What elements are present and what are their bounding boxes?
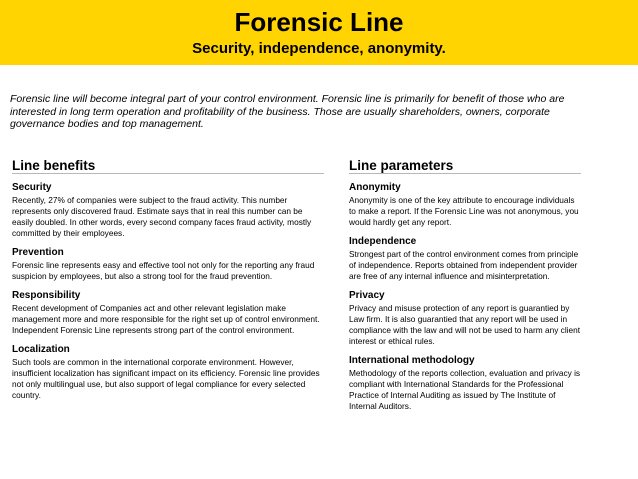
benefits-heading: Line benefits: [12, 158, 96, 173]
page-subtitle: Security, independence, anonymity.: [192, 40, 446, 57]
parameter-item-privacy: [349, 290, 581, 347]
parameter-item-international-methodology: [349, 355, 581, 412]
benefit-title: Responsibility: [12, 290, 81, 301]
parameters-column: [349, 157, 581, 420]
benefit-item-responsibility: [12, 290, 324, 336]
parameter-text: Strongest part of the control environment comes from principle of independence. Reports obtained from independent provider are free of any internal influence and misinterpretation.: [349, 249, 579, 281]
parameter-title: Independence: [349, 236, 417, 247]
parameter-item-independence: [349, 236, 581, 282]
header-banner: [0, 0, 638, 65]
benefit-text: Such tools are common in the international corporate environment. However, insufficient localization has significant impact on its efficiency. Forensic line provides not only multilingual use, but also support of legal compliance for every selected country.: [12, 357, 320, 400]
benefit-text: Recent development of Companies act and other relevant legislation make management more and more responsible for the right set up of control environment. Independent Forensic Line represents strong part of the control environment.: [12, 303, 320, 335]
parameter-item-anonymity: [349, 182, 581, 228]
benefit-text: Forensic line represents easy and effective tool not only for the reporting any fraud suspicion by employees, but also a strong tool for the fraud prevention.: [12, 260, 315, 281]
parameter-text: Methodology of the reports collection, evaluation and privacy is compliant with International Standards for the Professional Practice of Internal Auditing as issued by The Institute of Internal Auditors.: [349, 368, 581, 411]
benefit-title: Prevention: [12, 247, 64, 258]
parameter-text: Privacy and misuse protection of any report is guarantied by Law firm. It is also guarantied that any report will be used in compliance with the law and will not be used to harm any client interest or ethical rules.: [349, 303, 581, 346]
benefit-text: Recently, 27% of companies were subject to the fraud activity. This number represents only discovered fraud. Estimate says that in real this number can be easily doubled. In other words, every second company faces fraud activity, mostly committed by their employees.: [12, 195, 312, 238]
page-title: Forensic Line: [234, 7, 404, 37]
benefit-item-prevention: [12, 247, 324, 282]
benefit-item-security: [12, 182, 324, 239]
benefit-title: Localization: [12, 344, 70, 355]
benefits-column: [12, 157, 324, 409]
benefit-title: Security: [12, 182, 52, 193]
intro-paragraph: Forensic line will become integral part of your control environment. Forensic line is primarily for benefit of those who are interested in long term operation and profitability of the business. Those are usually shareholders, owners, corporate governance bodies and top management.: [10, 93, 565, 130]
parameters-heading: Line parameters: [349, 158, 454, 173]
parameter-title: Anonymity: [349, 182, 401, 193]
parameter-title: International methodology: [349, 355, 475, 366]
benefit-item-localization: [12, 344, 324, 401]
parameter-title: Privacy: [349, 290, 385, 301]
parameter-text: Anonymity is one of the key attribute to encourage individuals to make a report. If the Forensic Line was not anonymous, you would hardly get any report.: [349, 195, 579, 227]
